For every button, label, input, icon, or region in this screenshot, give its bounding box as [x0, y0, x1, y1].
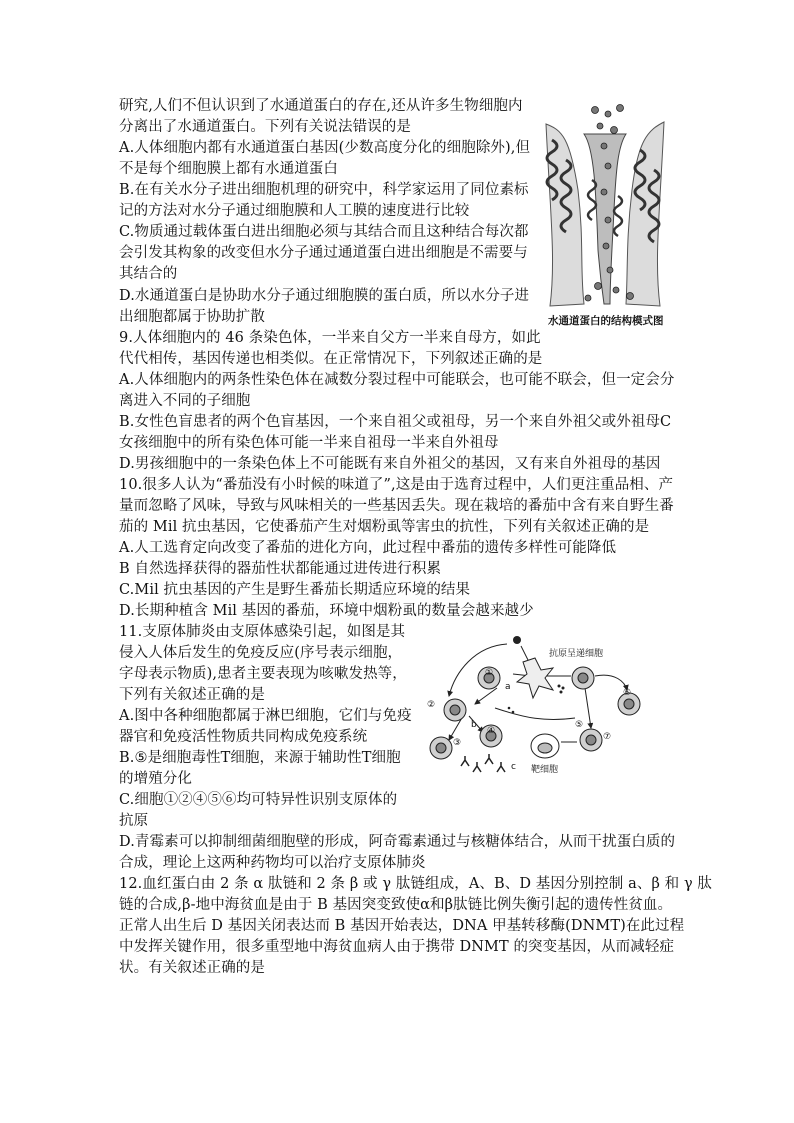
q11-option-b: B.⑤是细胞毒性T细胞，来源于辅助性T细胞	[119, 750, 401, 766]
q9-line-4: 离进入不同的子细胞	[119, 393, 251, 409]
q12-stem-5: 状。有关叙述正确的是	[119, 960, 265, 976]
cell-num-5: ⑤	[575, 720, 584, 730]
q8-option-d: D.水通道蛋白是协助水分子通过细胞膜的蛋白质，所以水分子进	[119, 288, 530, 304]
q8-line-6: 记的方法对水分子通过细胞膜和人工膜的速度进行比较	[119, 203, 470, 219]
q11-stem-3: 字母表示物质),患者主要表现为咳嗽发热等，	[119, 666, 407, 682]
aquaporin-caption: 水通道蛋白的结构模式图	[548, 315, 664, 327]
q11-stem-1: 11.支原体肺炎由支原体感染引起，如图是其	[119, 624, 406, 640]
q10-option-b: B 自然选择获得的器茄性状都能通过进传进行积累	[119, 561, 442, 577]
q11-option-a: A.图中各种细胞都属于淋巴细胞，它们与免疫	[119, 708, 412, 724]
q8-line-8: 会引发其构象的改变但水分子通过通道蛋白进出细胞是不需要与	[119, 245, 528, 261]
q9-stem-1: 9.人体细胞内的 46 条染色体，一半来自父方一半来自母方，如此	[119, 330, 541, 346]
immune-figure	[425, 632, 651, 784]
q11-line-6: 器官和免疫活性物质共同构成免疫系统	[119, 729, 368, 745]
q12-stem-2: 链的合成,β-地中海贫血是由于 B 基因突变致使α和β肽链比例失衡引起的遗传性贫血。	[119, 897, 673, 913]
cell-num-4: ④	[487, 726, 496, 736]
apc-label: 抗原呈递细胞	[549, 649, 604, 659]
q10-option-a: A.人工选育定向改变了番茄的进化方向，此过程中番茄的遗传多样性可能降低	[119, 540, 617, 556]
q9-option-a: A.人体细胞内的两条性染色体在减数分裂过程中可能联会，也可能不联会，但一定会分	[119, 372, 675, 388]
q8-option-c: C.物质通过载体蛋白进出细胞必须与其结合而且这种结合每次都	[119, 224, 529, 240]
q11-stem-2: 侵入人体后发生的免疫反应(序号表示细胞，	[119, 645, 403, 661]
q8-option-b: B.在有关水分子进出细胞机理的研究中，科学家运用了同位素标	[119, 182, 529, 198]
substance-c: c	[511, 762, 516, 772]
q11-stem-4: 下列有关叙述正确的是	[119, 687, 265, 703]
q11-option-d: D.青霉素可以抑制细菌细胞壁的形成，阿奇霉素通过与核糖体结合，从而干扰蛋白质的	[119, 834, 676, 850]
q8-line-9: 其结合的	[119, 266, 178, 282]
q9-option-d: D.男孩细胞中的一条染色体上不可能既有来自外祖父的基因，又有来自外祖母的基因	[119, 456, 661, 472]
q12-stem-3: 正常人出生后 D 基因关闭表达而 B 基因开始表达，DNA 甲基转移酶(DNMT)在此过程	[119, 918, 685, 934]
q9-stem-2: 代代相传，基因传递也相类似。在正常情况下，下列叙述正确的是	[119, 351, 543, 367]
q10-stem-3: 茄的 Mil 抗虫基因，它使番茄产生对烟粉虱等害虫的抗性，下列有关叙述正确的是	[119, 519, 650, 535]
q8-line-1: 研究,人们不但认识到了水通道蛋白的存在,还从许多生物细胞内	[119, 98, 523, 114]
q11-line-10: 抗原	[119, 813, 149, 829]
q11-line-12: 合成，理论上这两种药物均可以治疗支原体肺炎	[119, 855, 426, 871]
cell-num-1: ①	[485, 668, 494, 678]
q9-line-6: 女孩细胞中的所有染色体可能一半来自祖母一半来自外祖母	[119, 435, 499, 451]
substance-b: b	[471, 720, 477, 730]
q12-stem-4: 中发挥关键作用，很多重型地中海贫血病人由于携带 DNMT 的突变基因，从而减轻症	[119, 939, 675, 955]
substance-a: a	[505, 682, 511, 692]
q12-stem-1: 12.血红蛋白由 2 条 α 肽链和 2 条 β 或 γ 肽链组成，A、B、D 基因分别控制 a、β 和 γ 肽	[119, 876, 713, 892]
q11-option-c: C.细胞①②④⑤⑥均可特异性识别支原体的	[119, 792, 398, 808]
cell-num-2: ②	[427, 700, 436, 710]
q10-stem-2: 量而忽略了风味，导致与风味相关的一些基因丢失。现在栽培的番茄中含有来自野生番	[119, 498, 674, 514]
target-cell-label: 靶细胞	[531, 765, 559, 775]
q8-option-a: A.人体细胞内都有水通道蛋白基因(少数高度分化的细胞除外),但	[119, 140, 531, 156]
q11-line-8: 的增殖分化	[119, 771, 192, 787]
cell-num-6: ⑥	[623, 688, 632, 698]
q9-option-b: B.女性色盲患者的两个色盲基因，一个来自祖父或祖母，另一个来自外祖父或外祖母C	[119, 414, 672, 430]
cell-num-3: ③	[453, 738, 462, 748]
q8-line-2: 分离出了水通道蛋白。下列有关说法错误的是	[119, 119, 411, 135]
q10-option-d: D.长期种植含 Mil 基因的番茄，环境中烟粉虱的数量会越来越少	[119, 603, 534, 619]
q10-stem-1: 10.很多人认为“番茄没有小时候的味道了”,这是由于选育过程中，人们更注重品相、产	[119, 477, 674, 493]
q10-option-c: C.Mil 抗虫基因的产生是野生番茄长期适应环境的结果	[119, 582, 471, 598]
q8-line-11: 出细胞都属于协助扩散	[119, 309, 265, 325]
q8-line-4: 不是每个细胞膜上都有水通道蛋白	[119, 161, 338, 177]
aquaporin-figure	[540, 100, 670, 312]
cell-num-7: ⑦	[603, 732, 612, 742]
